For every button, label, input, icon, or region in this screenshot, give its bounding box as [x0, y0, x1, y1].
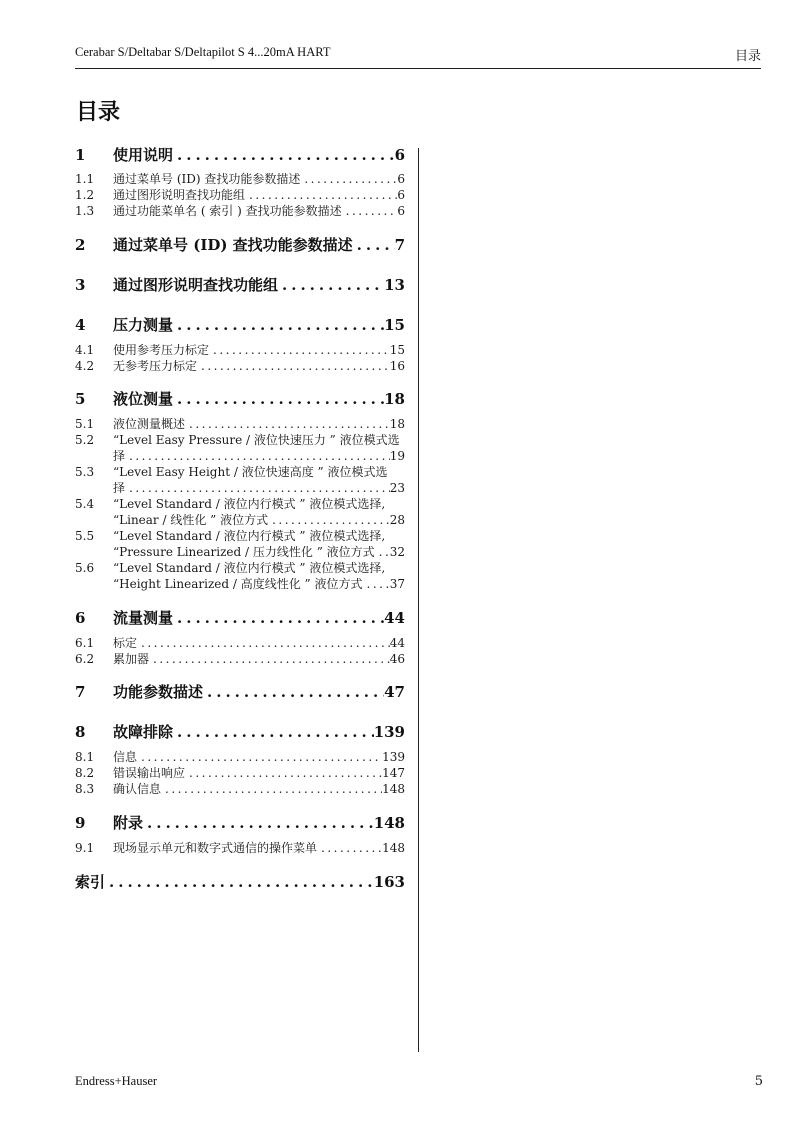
toc-number: 5.2 — [75, 433, 95, 447]
toc-page: 139 — [373, 723, 405, 741]
toc-leader — [245, 187, 397, 203]
toc-leader — [137, 635, 390, 651]
toc-leader — [185, 416, 390, 432]
toc-title-line-2: “Linear / 线性化 ” 液位方式 — [113, 513, 269, 527]
toc-leader — [149, 651, 390, 667]
toc-leader — [173, 316, 384, 334]
toc-page: 163 — [373, 873, 405, 891]
toc-number: 1.1 — [75, 172, 95, 186]
toc-page: 6 — [397, 188, 405, 202]
toc-page: 6 — [397, 204, 405, 218]
toc-title: 功能参数描述 — [113, 683, 204, 701]
toc-number: 4.1 — [75, 343, 95, 357]
toc-title: 流量测量 — [113, 609, 174, 627]
toc-title: 无参考压力标定 — [113, 359, 198, 373]
toc-number: 4 — [75, 316, 86, 334]
toc-title: 通过功能菜单名 ( 索引 ) 查找功能参数描述 — [113, 204, 342, 218]
toc-title: 使用参考压力标定 — [113, 343, 210, 357]
toc-page: 44 — [384, 609, 405, 627]
toc-number: 5 — [75, 390, 86, 408]
toc-page: 16 — [389, 359, 405, 373]
document-title: Cerabar S/Deltabar S/Deltapilot S 4...20mA HART — [75, 45, 331, 59]
toc-leader — [173, 723, 374, 741]
toc-title-line-2: “Pressure Linearized / 压力线性化 ” 液位方式 — [113, 545, 375, 559]
toc-number: 6.2 — [75, 652, 95, 666]
toc-number: 3 — [75, 276, 86, 294]
toc-leader — [143, 814, 374, 832]
toc-page: 19 — [389, 449, 405, 463]
toc-number: 5.4 — [75, 497, 95, 511]
toc-leader — [278, 276, 384, 294]
toc-leader — [137, 749, 382, 765]
toc-page: 15 — [389, 343, 405, 357]
toc-leader — [173, 609, 384, 627]
toc-title: 错误输出响应 — [113, 766, 186, 780]
toc-title: 压力测量 — [113, 316, 174, 334]
toc-title-line-1: “Level Easy Height / 液位快速高度 ” 液位模式选 — [113, 465, 388, 479]
toc-number: 6.1 — [75, 636, 95, 650]
toc-number: 9 — [75, 814, 86, 832]
toc-number: 8.2 — [75, 766, 95, 780]
toc-leader — [363, 576, 390, 592]
toc-leader — [353, 236, 395, 254]
toc-title-line-2: 择 — [113, 449, 126, 463]
toc-leader — [300, 171, 397, 187]
toc-page: 37 — [389, 577, 405, 591]
toc-number: 8 — [75, 723, 86, 741]
toc-leader — [268, 512, 390, 528]
toc-page: 15 — [384, 316, 405, 334]
toc-title: 液位测量概述 — [113, 417, 186, 431]
company-name: Endress+Hauser — [75, 1074, 158, 1088]
toc-page: 28 — [389, 513, 405, 527]
toc-number: 5.6 — [75, 561, 95, 575]
toc-page: 18 — [384, 390, 405, 408]
toc-leader — [173, 390, 384, 408]
toc-leader — [203, 683, 384, 701]
toc-title: 累加器 — [113, 652, 150, 666]
toc-number: 9.1 — [75, 841, 95, 855]
toc-title: 标定 — [113, 636, 138, 650]
page-title: 目录 — [76, 99, 121, 125]
toc-leader — [161, 781, 382, 797]
toc-page: 46 — [389, 652, 405, 666]
toc-page: 23 — [389, 481, 405, 495]
toc-page: 13 — [384, 276, 405, 294]
toc-leader — [125, 448, 390, 464]
toc-leader — [342, 203, 398, 219]
toc-title: 通过图形说明查找功能组 — [113, 276, 279, 294]
toc-page: 148 — [382, 841, 405, 855]
toc-page: 148 — [382, 782, 405, 796]
toc-leader — [173, 146, 395, 164]
toc-page: 148 — [373, 814, 405, 832]
toc-title: 使用说明 — [113, 146, 174, 164]
toc-title: 信息 — [113, 750, 138, 764]
toc-number: 5.3 — [75, 465, 95, 479]
toc-number: 6 — [75, 609, 86, 627]
toc-number: 5.1 — [75, 417, 95, 431]
toc-leader — [105, 873, 374, 891]
toc-number: 2 — [75, 236, 86, 254]
toc-page: 7 — [394, 236, 405, 254]
toc-number: 7 — [75, 683, 86, 701]
toc-page: 18 — [389, 417, 405, 431]
section-name: 目录 — [734, 49, 761, 64]
column-divider — [418, 148, 419, 1052]
toc-title-line-2: 择 — [113, 481, 126, 495]
toc-page: 6 — [394, 146, 405, 164]
toc-title: 确认信息 — [113, 782, 162, 796]
toc-title: 故障排除 — [113, 723, 174, 741]
toc-title: 通过图形说明查找功能组 — [113, 188, 246, 202]
toc-leader — [185, 765, 382, 781]
toc-number: 5.5 — [75, 529, 95, 543]
toc-page: 139 — [382, 750, 405, 764]
header-rule — [75, 68, 761, 69]
toc-number: 1.3 — [75, 204, 95, 218]
toc-title: 附录 — [113, 814, 144, 832]
toc-number: 1.2 — [75, 188, 95, 202]
toc-title-line-1: “Level Easy Pressure / 液位快速压力 ” 液位模式选 — [113, 433, 400, 447]
toc-leader — [125, 480, 390, 496]
toc-number: 8.3 — [75, 782, 95, 796]
toc-number: 8.1 — [75, 750, 95, 764]
toc-title-line-1: “Level Standard / 液位内行模式 ” 液位模式选择, — [113, 561, 386, 575]
toc-leader — [197, 358, 390, 374]
toc-title: 通过菜单号 (ID) 查找功能参数描述 — [113, 236, 353, 254]
toc-number: 4.2 — [75, 359, 95, 373]
toc-title-line-2: “Height Linearized / 高度线性化 ” 液位方式 — [113, 577, 363, 591]
toc-leader — [209, 342, 390, 358]
toc-title-line-1: “Level Standard / 液位内行模式 ” 液位模式选择, — [113, 529, 386, 543]
toc-page: 6 — [397, 172, 405, 186]
toc-page: 47 — [384, 683, 405, 701]
toc-title-line-1: “Level Standard / 液位内行模式 ” 液位模式选择, — [113, 497, 386, 511]
toc-title: 现场显示单元和数字式通信的操作菜单 — [113, 841, 318, 855]
toc-page: 44 — [389, 636, 405, 650]
toc-page: 32 — [389, 545, 405, 559]
toc-title: 液位测量 — [113, 390, 174, 408]
toc-number: 1 — [75, 146, 86, 164]
toc-title: 通过菜单号 (ID) 查找功能参数描述 — [113, 172, 301, 186]
toc-title: 索引 — [75, 873, 106, 891]
toc-leader — [317, 840, 382, 856]
toc-page: 147 — [382, 766, 405, 780]
toc-leader — [375, 544, 390, 560]
page-number: 5 — [754, 1074, 763, 1089]
